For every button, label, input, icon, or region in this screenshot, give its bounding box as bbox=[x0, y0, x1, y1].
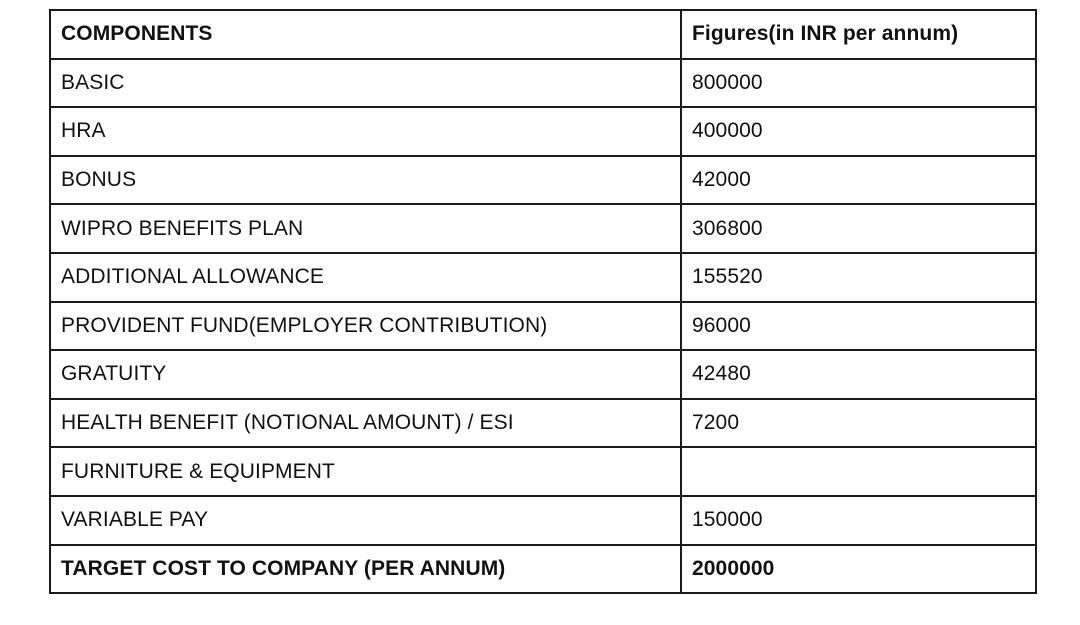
figure-cell: 150000 bbox=[681, 496, 1036, 545]
component-cell: VARIABLE PAY bbox=[50, 496, 681, 545]
column-header-components: COMPONENTS bbox=[50, 10, 681, 59]
total-label-cell: TARGET COST TO COMPANY (PER ANNUM) bbox=[50, 545, 681, 594]
table-row bbox=[50, 350, 1036, 399]
salary-components-table-container bbox=[49, 9, 1037, 594]
figure-cell: 155520 bbox=[681, 253, 1036, 302]
table-row bbox=[50, 107, 1036, 156]
figure-cell: 96000 bbox=[681, 302, 1036, 351]
component-cell: HRA bbox=[50, 107, 681, 156]
figure-cell: 42480 bbox=[681, 350, 1036, 399]
component-cell: ADDITIONAL ALLOWANCE bbox=[50, 253, 681, 302]
table-header-row bbox=[50, 10, 1036, 59]
figure-cell: 800000 bbox=[681, 59, 1036, 108]
table-row bbox=[50, 496, 1036, 545]
table-row bbox=[50, 447, 1036, 496]
figure-cell: 306800 bbox=[681, 204, 1036, 253]
total-value-cell: 2000000 bbox=[681, 545, 1036, 594]
table-row bbox=[50, 399, 1036, 448]
component-cell: PROVIDENT FUND(EMPLOYER CONTRIBUTION) bbox=[50, 302, 681, 351]
component-cell: GRATUITY bbox=[50, 350, 681, 399]
column-header-figures: Figures(in INR per annum) bbox=[681, 10, 1036, 59]
table-row bbox=[50, 302, 1036, 351]
figure-cell: 400000 bbox=[681, 107, 1036, 156]
table-row bbox=[50, 156, 1036, 205]
total-row bbox=[50, 545, 1036, 594]
component-cell: WIPRO BENEFITS PLAN bbox=[50, 204, 681, 253]
component-cell: BASIC bbox=[50, 59, 681, 108]
figure-cell bbox=[681, 447, 1036, 496]
table-row bbox=[50, 204, 1036, 253]
component-cell: BONUS bbox=[50, 156, 681, 205]
figure-cell: 42000 bbox=[681, 156, 1036, 205]
table-row bbox=[50, 253, 1036, 302]
table-row bbox=[50, 59, 1036, 108]
salary-components-table bbox=[49, 9, 1037, 594]
component-cell: FURNITURE & EQUIPMENT bbox=[50, 447, 681, 496]
component-cell: HEALTH BENEFIT (NOTIONAL AMOUNT) / ESI bbox=[50, 399, 681, 448]
figure-cell: 7200 bbox=[681, 399, 1036, 448]
